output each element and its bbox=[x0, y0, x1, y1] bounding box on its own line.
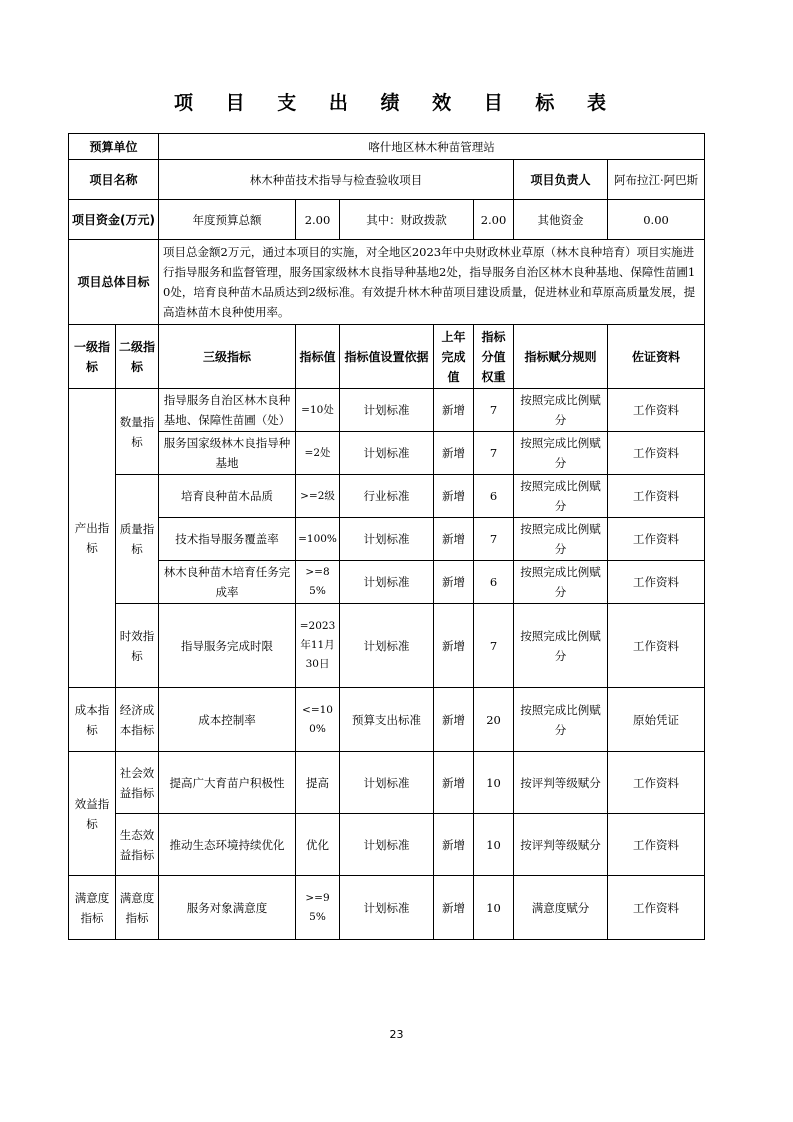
overall-goal-text: 项目总金额2万元，通过本项目的实施，对全地区2023年中央财政林业草原（林木良种培育）项目实施进行指导服务和监督管理，服务国家级林木良指导种基地2处，指导服务自治区林木良种基地、保障性苗圃10处，培育良种苗木品质达到2级标准。有效提升林木种苗项目建设质量，促进林业和草原高质量发展，提高造林苗木良种使用率。 bbox=[159, 240, 705, 325]
last-cell: 新增 bbox=[434, 604, 474, 688]
basis-cell: 计划标准 bbox=[340, 389, 434, 432]
weight-cell: 7 bbox=[474, 432, 514, 475]
table-row bbox=[69, 475, 705, 518]
l1-cell: 满意度指标 bbox=[69, 876, 116, 940]
l3-cell: 指导服务自治区林木良种基地、保障性苗圃（处） bbox=[159, 389, 296, 432]
col-header-evidence: 佐证资料 bbox=[608, 325, 705, 389]
project-name-value: 林木种苗技术指导与检查验收项目 bbox=[159, 160, 514, 200]
evidence-cell: 工作资料 bbox=[608, 432, 705, 475]
rule-cell: 按照完成比例赋分 bbox=[514, 561, 608, 604]
last-cell: 新增 bbox=[434, 475, 474, 518]
value-cell: >=95% bbox=[296, 876, 340, 940]
basis-cell: 行业标准 bbox=[340, 475, 434, 518]
funds-label: 项目资金(万元) bbox=[69, 200, 159, 240]
rule-cell: 按照完成比例赋分 bbox=[514, 518, 608, 561]
col-header-weight: 指标分值权重 bbox=[474, 325, 514, 389]
l3-cell: 成本控制率 bbox=[159, 688, 296, 752]
l2-cell: 时效指标 bbox=[116, 604, 159, 688]
value-cell: =2处 bbox=[296, 432, 340, 475]
value-cell: =100% bbox=[296, 518, 340, 561]
table-row bbox=[69, 561, 705, 604]
weight-cell: 6 bbox=[474, 475, 514, 518]
col-header-l1: 一级指标 bbox=[69, 325, 116, 389]
col-header-last: 上年完成值 bbox=[434, 325, 474, 389]
l3-cell: 服务对象满意度 bbox=[159, 876, 296, 940]
performance-target-table bbox=[68, 133, 705, 940]
l3-cell: 服务国家级林木良指导种基地 bbox=[159, 432, 296, 475]
weight-cell: 20 bbox=[474, 688, 514, 752]
table-row bbox=[69, 604, 705, 688]
l2-cell: 满意度指标 bbox=[116, 876, 159, 940]
evidence-cell: 工作资料 bbox=[608, 561, 705, 604]
l2-cell: 质量指标 bbox=[116, 475, 159, 604]
evidence-cell: 工作资料 bbox=[608, 752, 705, 814]
value-cell: >=2级 bbox=[296, 475, 340, 518]
rule-cell: 按照完成比例赋分 bbox=[514, 432, 608, 475]
other-funds-value: 0.00 bbox=[608, 200, 705, 240]
last-cell: 新增 bbox=[434, 876, 474, 940]
col-header-rule: 指标赋分规则 bbox=[514, 325, 608, 389]
value-cell: >=85% bbox=[296, 561, 340, 604]
rule-cell: 按评判等级赋分 bbox=[514, 814, 608, 876]
value-cell: 提高 bbox=[296, 752, 340, 814]
basis-cell: 计划标准 bbox=[340, 752, 434, 814]
weight-cell: 10 bbox=[474, 814, 514, 876]
weight-cell: 7 bbox=[474, 604, 514, 688]
table-row bbox=[69, 876, 705, 940]
weight-cell: 6 bbox=[474, 561, 514, 604]
rule-cell: 按照完成比例赋分 bbox=[514, 475, 608, 518]
value-cell: =10处 bbox=[296, 389, 340, 432]
l1-cell: 成本指标 bbox=[69, 688, 116, 752]
last-cell: 新增 bbox=[434, 389, 474, 432]
l3-cell: 技术指导服务覆盖率 bbox=[159, 518, 296, 561]
col-header-l2: 二级指标 bbox=[116, 325, 159, 389]
l3-cell: 培育良种苗木品质 bbox=[159, 475, 296, 518]
table-row bbox=[69, 752, 705, 814]
fiscal-label: 其中：财政拨款 bbox=[340, 200, 474, 240]
l2-cell: 数量指标 bbox=[116, 389, 159, 475]
col-header-l3: 三级指标 bbox=[159, 325, 296, 389]
table-row bbox=[69, 389, 705, 432]
rule-cell: 按照完成比例赋分 bbox=[514, 604, 608, 688]
table-row bbox=[69, 518, 705, 561]
last-cell: 新增 bbox=[434, 688, 474, 752]
basis-cell: 计划标准 bbox=[340, 518, 434, 561]
basis-cell: 计划标准 bbox=[340, 876, 434, 940]
evidence-cell: 工作资料 bbox=[608, 876, 705, 940]
basis-cell: 预算支出标准 bbox=[340, 688, 434, 752]
project-name-label: 项目名称 bbox=[69, 160, 159, 200]
weight-cell: 10 bbox=[474, 752, 514, 814]
budget-unit-value: 喀什地区林木种苗管理站 bbox=[159, 134, 705, 160]
last-cell: 新增 bbox=[434, 432, 474, 475]
basis-cell: 计划标准 bbox=[340, 432, 434, 475]
l3-cell: 指导服务完成时限 bbox=[159, 604, 296, 688]
budget-unit-label: 预算单位 bbox=[69, 134, 159, 160]
table-row bbox=[69, 432, 705, 475]
rule-cell: 按照完成比例赋分 bbox=[514, 688, 608, 752]
rule-cell: 按评判等级赋分 bbox=[514, 752, 608, 814]
l3-cell: 提高广大育苗户积极性 bbox=[159, 752, 296, 814]
basis-cell: 计划标准 bbox=[340, 814, 434, 876]
page-number: 23 bbox=[389, 1028, 404, 1041]
l3-cell: 林木良种苗木培育任务完成率 bbox=[159, 561, 296, 604]
evidence-cell: 工作资料 bbox=[608, 518, 705, 561]
overall-goal-row bbox=[69, 240, 705, 325]
col-header-value: 指标值 bbox=[296, 325, 340, 389]
l2-cell: 社会效益指标 bbox=[116, 752, 159, 814]
annual-budget-label: 年度预算总额 bbox=[159, 200, 296, 240]
evidence-cell: 工作资料 bbox=[608, 604, 705, 688]
value-cell: =2023年11月30日 bbox=[296, 604, 340, 688]
last-cell: 新增 bbox=[434, 814, 474, 876]
funds-row bbox=[69, 200, 705, 240]
rule-cell: 按照完成比例赋分 bbox=[514, 389, 608, 432]
weight-cell: 7 bbox=[474, 518, 514, 561]
evidence-cell: 原始凭证 bbox=[608, 688, 705, 752]
table-row bbox=[69, 814, 705, 876]
fiscal-value: 2.00 bbox=[474, 200, 514, 240]
rule-cell: 满意度赋分 bbox=[514, 876, 608, 940]
evidence-cell: 工作资料 bbox=[608, 475, 705, 518]
budget-unit-row bbox=[69, 134, 705, 160]
evidence-cell: 工作资料 bbox=[608, 814, 705, 876]
last-cell: 新增 bbox=[434, 518, 474, 561]
page-title: 项 目 支 出 绩 效 目 标 表 bbox=[174, 92, 619, 114]
annual-budget-value: 2.00 bbox=[296, 200, 340, 240]
l2-cell: 经济成本指标 bbox=[116, 688, 159, 752]
owner-label: 项目负责人 bbox=[514, 160, 608, 200]
column-header-row bbox=[69, 325, 705, 389]
table-row bbox=[69, 688, 705, 752]
l3-cell: 推动生态环境持续优化 bbox=[159, 814, 296, 876]
basis-cell: 计划标准 bbox=[340, 604, 434, 688]
weight-cell: 10 bbox=[474, 876, 514, 940]
last-cell: 新增 bbox=[434, 752, 474, 814]
value-cell: 优化 bbox=[296, 814, 340, 876]
last-cell: 新增 bbox=[434, 561, 474, 604]
value-cell: <=100% bbox=[296, 688, 340, 752]
basis-cell: 计划标准 bbox=[340, 561, 434, 604]
other-funds-label: 其他资金 bbox=[514, 200, 608, 240]
project-name-row bbox=[69, 160, 705, 200]
col-header-basis: 指标值设置依据 bbox=[340, 325, 434, 389]
owner-value: 阿布拉江·阿巴斯 bbox=[608, 160, 705, 200]
l1-cell: 产出指标 bbox=[69, 389, 116, 688]
overall-goal-label: 项目总体目标 bbox=[69, 240, 159, 325]
l1-cell: 效益指标 bbox=[69, 752, 116, 876]
evidence-cell: 工作资料 bbox=[608, 389, 705, 432]
weight-cell: 7 bbox=[474, 389, 514, 432]
l2-cell: 生态效益指标 bbox=[116, 814, 159, 876]
